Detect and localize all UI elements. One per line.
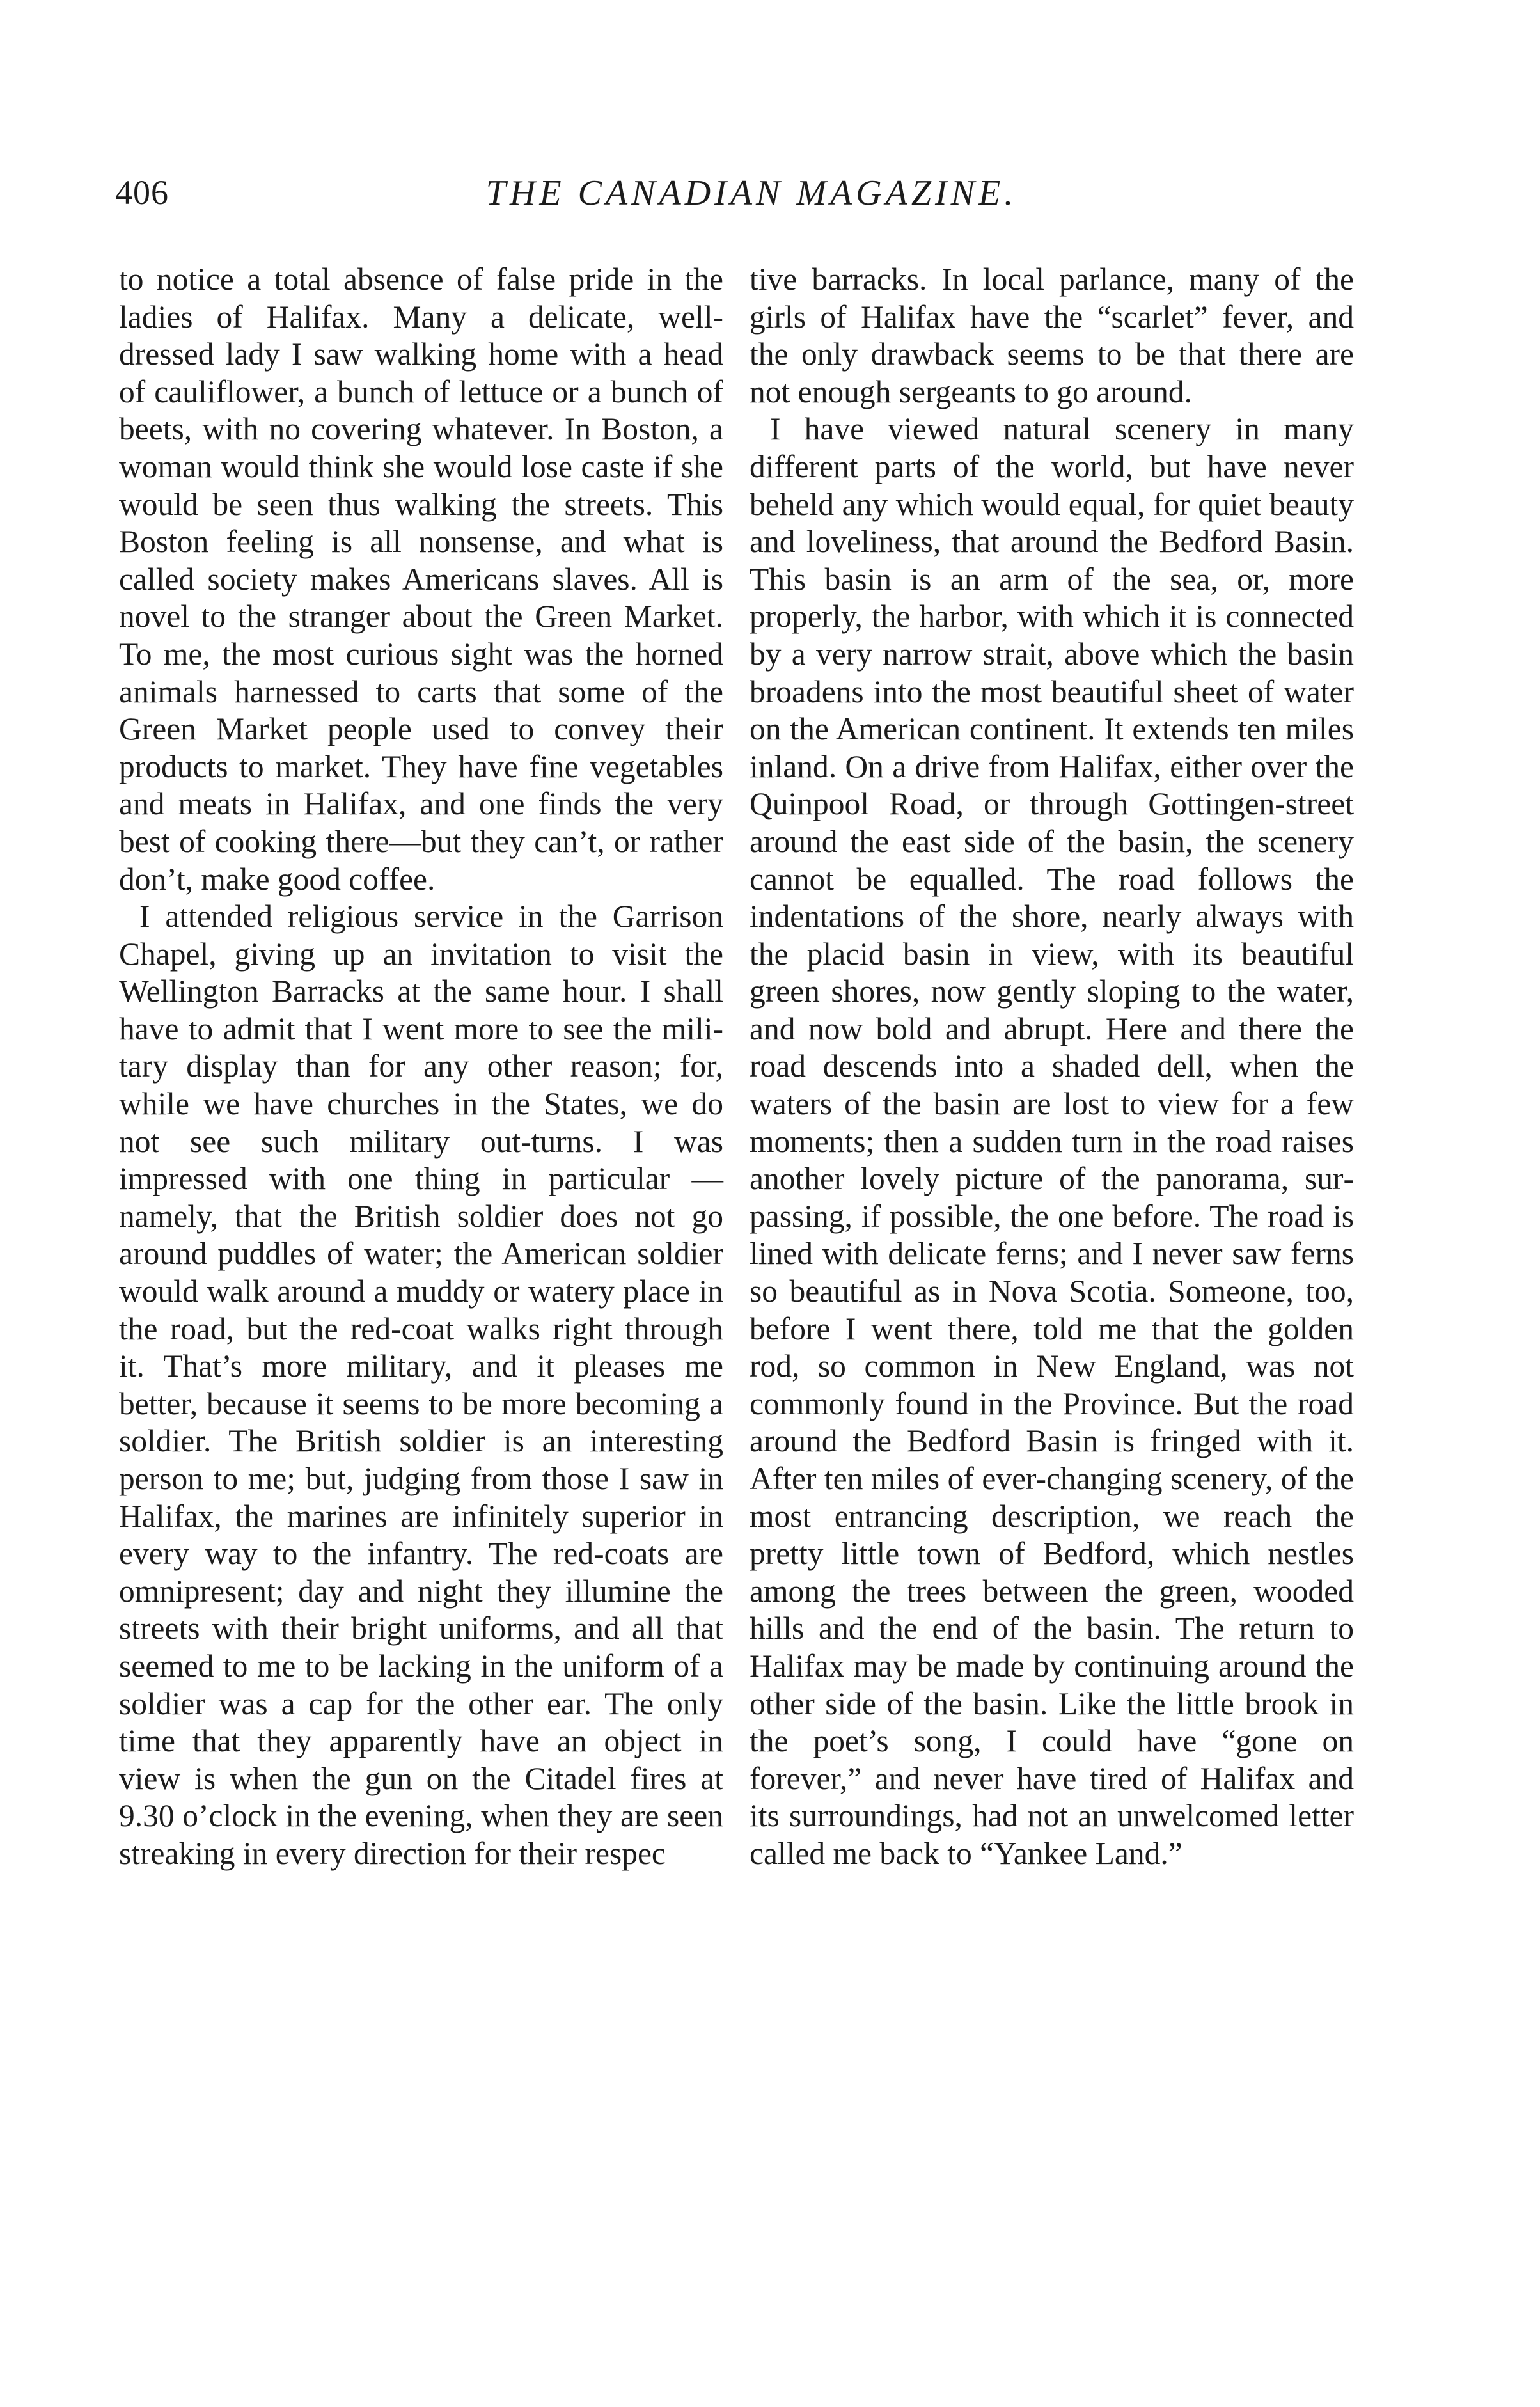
paragraph: I attended religious service in the Garrison Chapel, giving up an invitation to visit the Wellington Barracks at the same hour. I shall have to admit that I went more to see the military display than for any other reason; for, while we have churches in the States, we do not see such military out-turns. I was impressed with one thing in particular — namely, that the British soldier does not go around puddles of water; the American soldier would walk around a muddy or watery place in the road, but the red-coat walks right through it. That’s more military, and it pleases me better, because it seems to be more becoming a soldier. The British soldier is an interesting person to me; but, judging from those I saw in Halifax, the marines are infinitely superior in every way to the infantry. The red-coats are omnipresent; day and night they illumine the streets with their bright uniforms, and all that seemed to me to be lacking in the uniform of a soldier was a cap for the other ear. The only time that they apparently have an object in view is when the gun on the Citadel fires at 9.30 o’clock in the evening, when they are seen streaking in every direction for their respec xyxy=(119,899,723,1871)
page-number: 406 xyxy=(115,173,169,212)
paragraph: I have viewed natural scenery in many different parts of the world, but have never beheld any which would equal, for quiet beauty and loveliness, that around the Bedford Basin. This basin is an arm of the sea, or, more properly, the harbor, with which it is connected by a very narrow strait, above which the basin broadens into the most beautiful sheet of water on the American continent. It extends ten miles inland. On a drive from Halifax, either over the Quinpool Road, or through Gottingen-street around the east side of the basin, the scenery cannot be equalled. The road follows the indentations of the shore, nearly always with the placid basin in view, with its beautiful green shores, now gently sloping to the water, and now bold and abrupt. Here and there the road descends into a shaded dell, when the waters of the basin are lost to view for a few moments; then a sudden turn in the road raises another lovely picture of the panorama, surpassing, if possible, the one before. The road is lined with delicate ferns; and I never saw ferns so beautiful as in Nova Scotia. Someone, too, before I went there, told me that the golden rod, so common in New England, was not commonly found in the Province. But the road around the Bedford Basin is fringed with it. After ten miles of ever-changing scenery, of the most entrancing description, we reach the pretty little town of Bedford, which nestles among the trees between the green, wooded hills and the end of the basin. The return to Halifax may be made by continuing around the other side of the basin. Like the little brook in the poet’s song, I could have “gone on forever,” and never have tired of Halifax and its surroundings, had not an unwelcomed letter called me back to “Yankee Land.” xyxy=(750,411,1354,1871)
paragraph: tive barracks. In local parlance, many of the girls of Halifax have the “scarlet” fever, and the only drawback seems to be that there are not enough sergeants to go around. xyxy=(750,262,1354,409)
paragraph: to notice a total absence of false pride in the ladies of Halifax. Many a delicate, well-dressed lady I saw walking home with a head of cauliflower, a bunch of lettuce or a bunch of beets, with no covering whatever. In Boston, a woman would think she would lose caste if she would be seen thus walking the streets. This Boston feeling is all nonsense, and what is called society makes Americans slaves. All is novel to the stranger about the Green Market. To me, the most curious sight was the horned animals harnessed to carts that some of the Green Market people used to convey their products to market. They have fine vegetables and meats in Halifax, and one finds the very best of cooking there—but they can’t, or rather don’t, make good coffee. xyxy=(119,262,723,897)
left-column xyxy=(119,261,723,1873)
running-title: THE CANADIAN MAGAZINE. xyxy=(485,173,1018,213)
right-column xyxy=(750,261,1354,1873)
page-header xyxy=(115,173,1388,217)
